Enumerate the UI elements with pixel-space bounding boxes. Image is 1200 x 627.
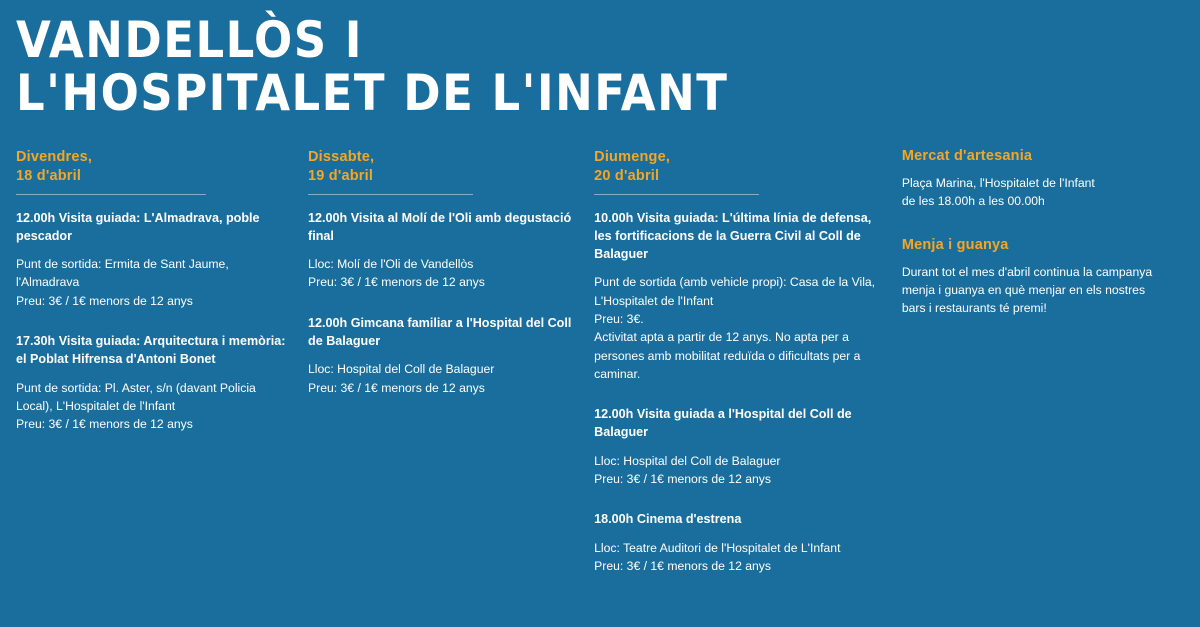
event-headline: 10.00h Visita guiada: L'última línia de defensa, les fortificacions de la Guerra Civil al Coll de Balaguer — [594, 210, 872, 262]
event-detail: Lloc: Hospital del Coll de Balaguer Preu: 3€ / 1€ menors de 12 anys — [308, 362, 495, 395]
event-detail: Punt de sortida: Pl. Aster, s/n (davant Policia Local), L'Hospitalet de l'Infant Preu: 3€ / 1€ menors de 12 anys — [16, 380, 256, 432]
event-item — [594, 405, 886, 488]
column-extras — [902, 148, 1186, 343]
divider — [308, 194, 473, 195]
column-dissabte — [308, 148, 594, 413]
event-detail: Punt de sortida: Ermita de Sant Jaume, l'Almadrava Preu: 3€ / 1€ menors de 12 anys — [16, 257, 229, 308]
column-divendres — [14, 148, 308, 449]
event-headline: 17.30h Visita guiada: Arquitectura i memòria: el Poblat Hifrensa d'Antoni Bonet — [16, 334, 286, 367]
event-item — [16, 209, 292, 310]
program-columns — [0, 120, 1200, 591]
event-headline: 12.00h Visita al Molí de l'Oli amb degustació final — [308, 210, 572, 243]
event-headline: 18.00h Cinema d'estrena — [594, 512, 742, 527]
divider — [16, 194, 206, 195]
event-item — [594, 510, 886, 575]
event-headline: 12.00h Gimcana familiar a l'Hospital del Coll de Balaguer — [308, 315, 572, 349]
side-block-title: Menja i guanya — [901, 236, 1009, 253]
day-heading: Diumenge, 20 d'abril — [594, 149, 671, 184]
divider — [594, 194, 759, 195]
side-block-title: Mercat d'artesania — [901, 148, 1033, 164]
side-block-text: Durant tot el mes d'abril continua la campanya menja i guanya en què menjar en els nostres bars i restaurants té premi! — [901, 264, 1153, 316]
event-detail: Lloc: Molí de l'Oli de Vandellòs Preu: 3€ / 1€ menors de 12 anys — [308, 257, 485, 290]
event-headline: 12.00h Visita guiada a l'Hospital del Coll de Balaguer — [594, 407, 852, 440]
event-item — [16, 332, 292, 433]
event-item — [594, 209, 886, 384]
poster-title — [0, 11, 1200, 122]
day-heading: Dissabte, 19 d'abril — [308, 149, 375, 184]
event-item — [308, 209, 578, 292]
event-detail: Lloc: Hospital del Coll de Balaguer Preu: 3€ / 1€ menors de 12 anys — [594, 453, 781, 487]
event-detail: Lloc: Teatre Auditori de l'Hospitalet de L'Infant Preu: 3€ / 1€ menors de 12 anys — [594, 540, 841, 573]
side-block-menja — [902, 237, 1170, 318]
side-block-mercat — [902, 148, 1170, 211]
side-block-text: Plaça Marina, l'Hospitalet de l'Infant de les 18.00h a les 00.00h — [901, 176, 1095, 209]
day-heading: Divendres, 18 d'abril — [16, 149, 93, 184]
title-line-1: VANDELLÒS I — [16, 11, 364, 69]
column-diumenge — [594, 148, 902, 591]
event-detail: Punt de sortida (amb vehicle propi): Casa de la Vila, L'Hospitalet de l'Infant Preu: 3€. Activitat apta a partir de 12 anys. No apta per a persones amb mobilitat reduïda o dificultats per a caminar. — [594, 275, 876, 381]
event-item — [308, 314, 578, 397]
event-headline: 12.00h Visita guiada: L'Almadrava, poble pescador — [16, 210, 260, 243]
title-line-2: L'HOSPITALET DE L'INFANT — [16, 64, 729, 122]
